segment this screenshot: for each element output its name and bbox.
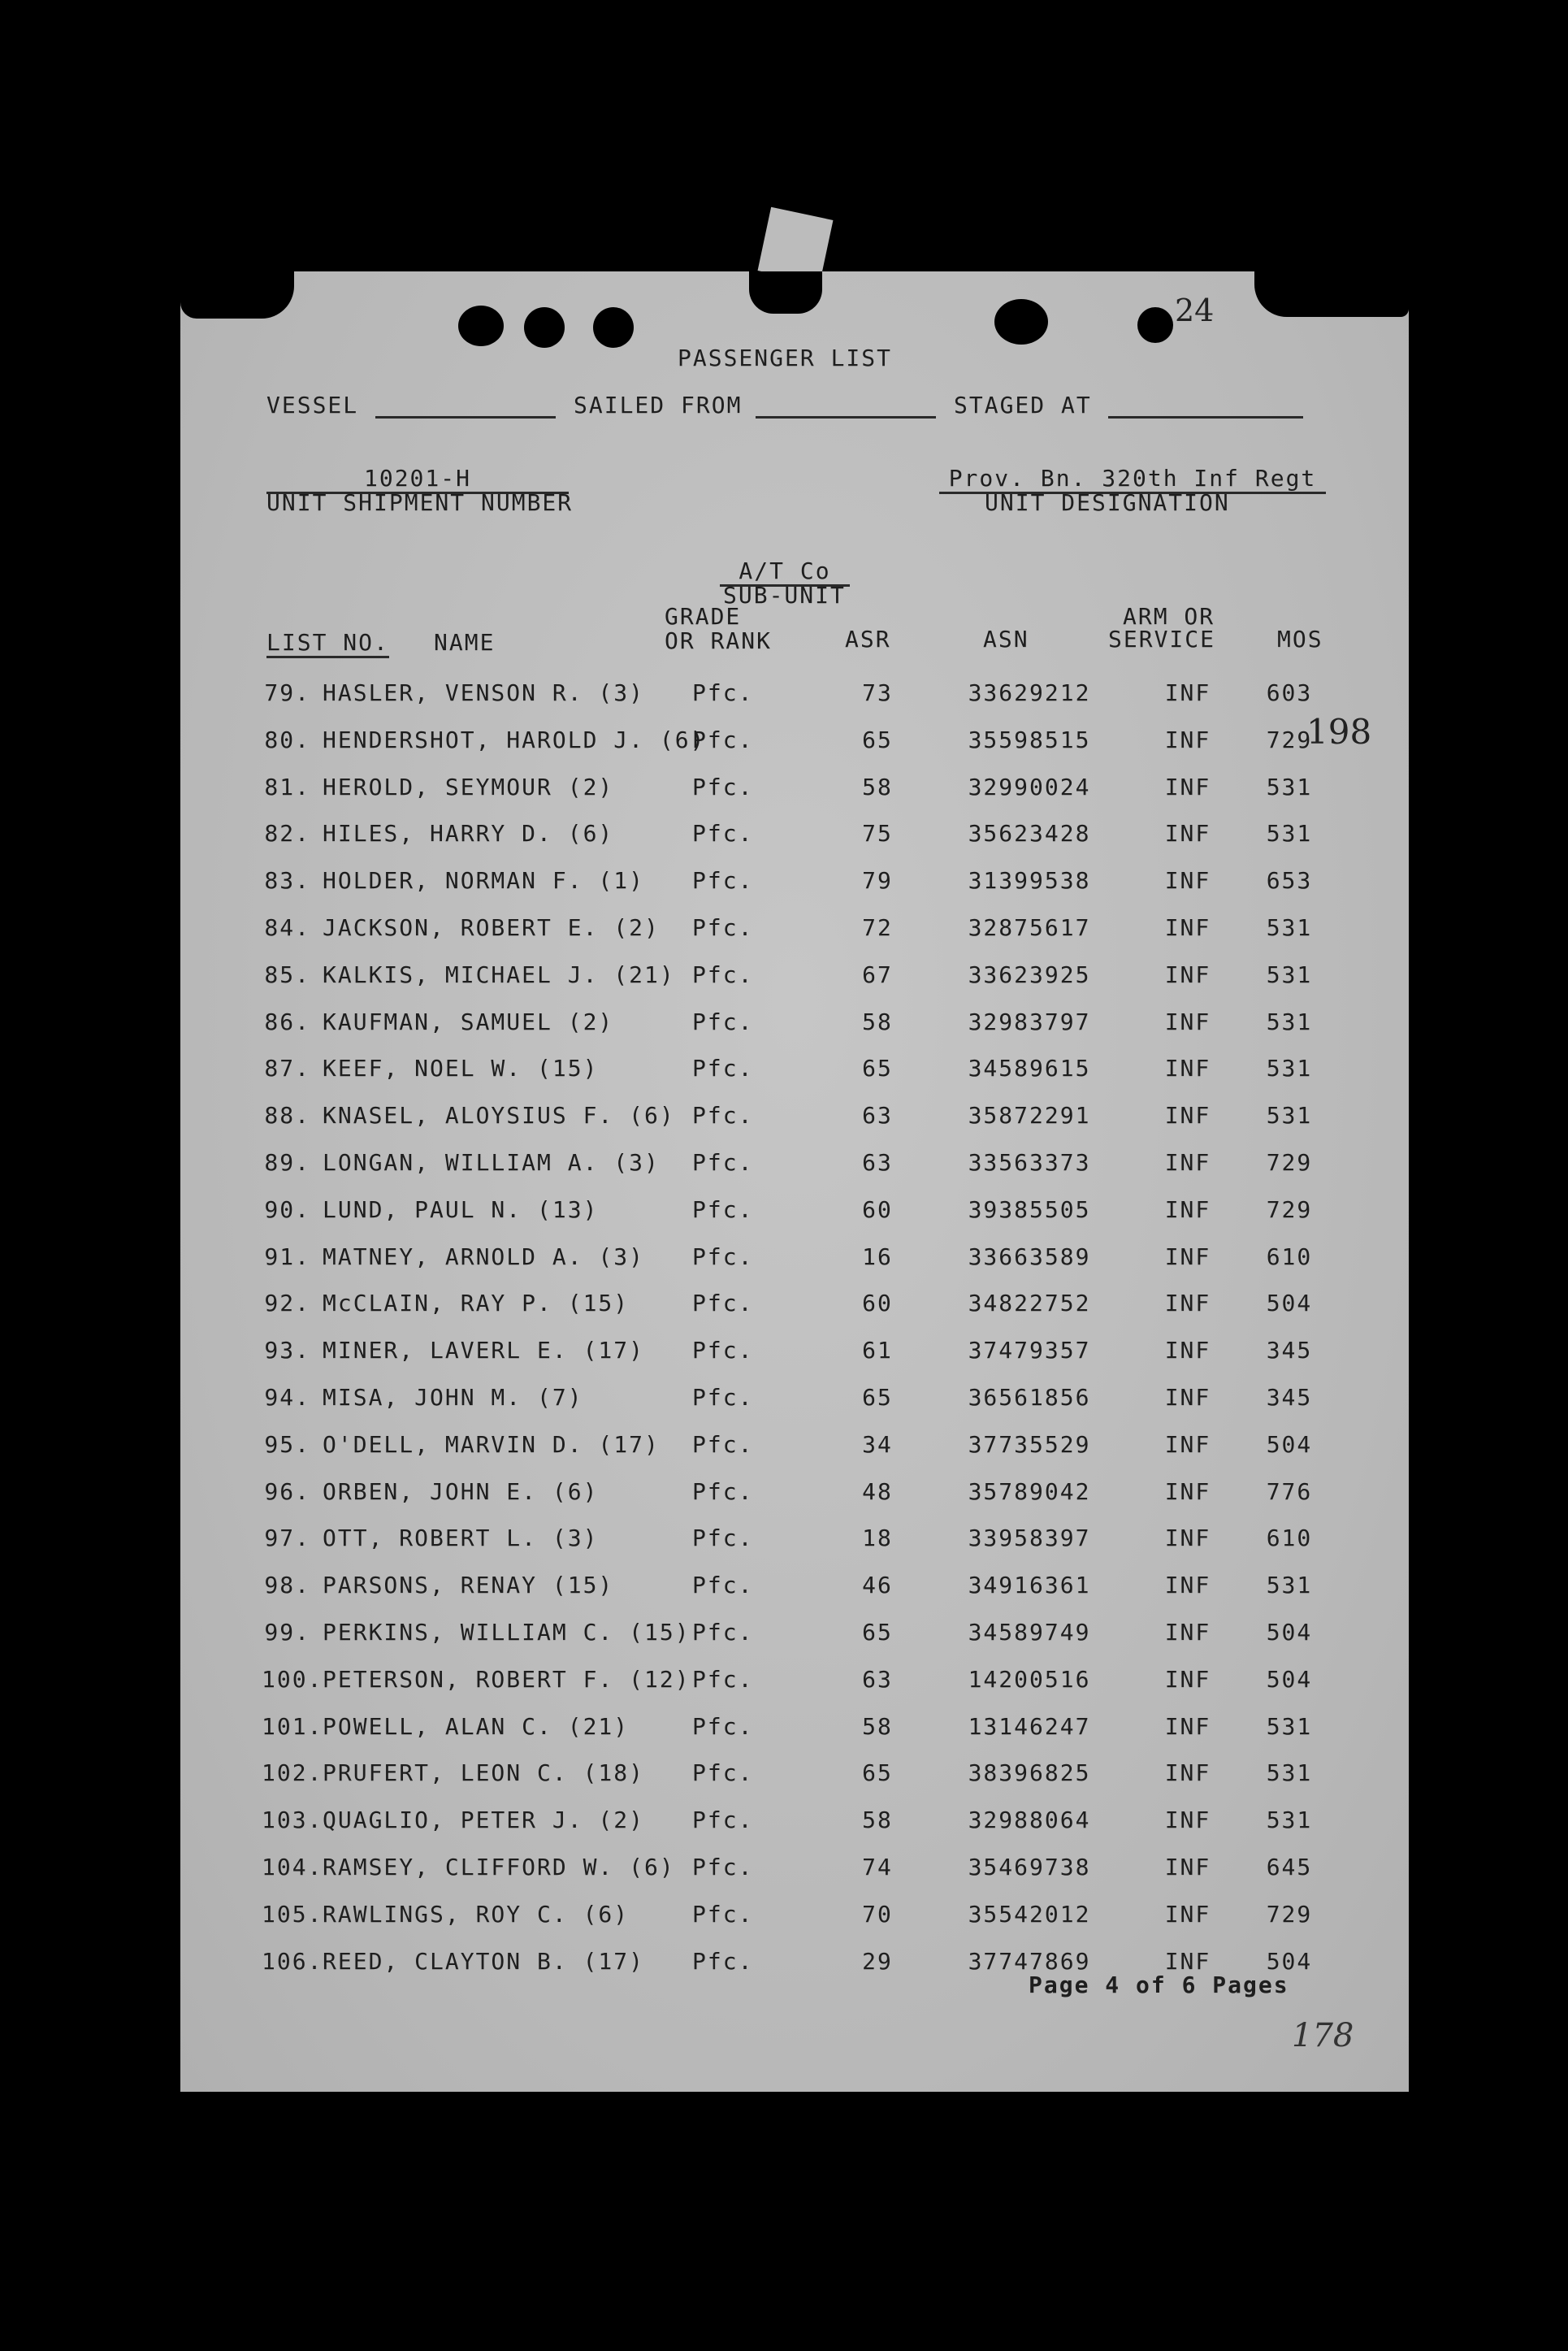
mos: 653 (1266, 867, 1313, 895)
service: INF (1164, 679, 1211, 706)
grade: Pfc. (692, 1243, 754, 1270)
asr: 67 (862, 961, 893, 988)
asr: 60 (862, 1195, 893, 1223)
mos: 531 (1266, 1572, 1313, 1599)
passenger-name: O'DELL, MARVIN D. (17) (323, 1430, 660, 1458)
asr: 48 (862, 1477, 893, 1505)
list-number: 83. (264, 867, 310, 895)
punch-hole (524, 307, 565, 348)
asr: 34 (862, 1430, 893, 1458)
punch-hole (593, 307, 634, 348)
table-row (180, 1854, 1409, 1894)
torn-edge-right (1254, 271, 1409, 317)
mos: 610 (1266, 1525, 1313, 1552)
asn: 35789042 (968, 1477, 1091, 1505)
asn: 32990024 (968, 773, 1091, 800)
service: INF (1164, 1290, 1211, 1317)
service: INF (1164, 1243, 1211, 1270)
staged-at-label: STAGED AT (954, 392, 1092, 419)
asr: 58 (862, 1712, 893, 1740)
list-number: 82. (264, 820, 310, 848)
list-number: 86. (264, 1008, 310, 1035)
service: INF (1164, 1900, 1211, 1928)
mos: 531 (1266, 1008, 1313, 1035)
list-number: 100. (262, 1665, 323, 1693)
mos: 729 (1266, 1149, 1313, 1176)
service: INF (1164, 1807, 1211, 1834)
vessel-label: VESSEL (266, 392, 359, 419)
list-number: 99. (264, 1619, 310, 1646)
service: INF (1164, 1384, 1211, 1411)
grade: Pfc. (692, 1619, 754, 1646)
asn: 37479357 (968, 1337, 1091, 1364)
asn: 31399538 (968, 867, 1091, 895)
passenger-name: KNASEL, ALOYSIUS F. (6) (323, 1102, 675, 1130)
mos: 531 (1266, 773, 1313, 800)
asn: 14200516 (968, 1665, 1091, 1693)
torn-edge-left (180, 271, 294, 319)
list-number: 95. (264, 1430, 310, 1458)
grade: Pfc. (692, 820, 754, 848)
table-row (180, 1243, 1409, 1284)
service: INF (1164, 1572, 1211, 1599)
grade: Pfc. (692, 1195, 754, 1223)
mos: 645 (1266, 1854, 1313, 1880)
asn: 35623428 (968, 820, 1091, 848)
punch-hole (1137, 307, 1173, 343)
grade: Pfc. (692, 1572, 754, 1599)
passenger-name: LONGAN, WILLIAM A. (3) (323, 1149, 660, 1176)
asn: 38396825 (968, 1759, 1091, 1787)
asn: 35542012 (968, 1900, 1091, 1928)
mos: 531 (1266, 820, 1313, 848)
service: INF (1164, 1195, 1211, 1223)
mos: 603 (1266, 679, 1313, 706)
list-number: 85. (264, 961, 310, 988)
service: INF (1164, 1712, 1211, 1740)
service: INF (1164, 867, 1211, 895)
table-row (180, 867, 1409, 908)
asn: 35872291 (968, 1102, 1091, 1130)
table-row (180, 961, 1409, 1002)
passenger-name: KALKIS, MICHAEL J. (21) (323, 961, 675, 988)
asr: 65 (862, 726, 893, 753)
mos: 345 (1266, 1337, 1313, 1364)
grade: Pfc. (692, 1807, 754, 1834)
mos: 504 (1266, 1947, 1313, 1975)
sub-unit-label: SUB-UNIT (723, 582, 846, 609)
list-number: 87. (264, 1055, 310, 1082)
mos: 504 (1266, 1665, 1313, 1693)
asn: 36561856 (968, 1384, 1091, 1411)
table-row (180, 1196, 1409, 1237)
passenger-name: KEEF, NOEL W. (15) (323, 1055, 599, 1082)
passenger-name: HEROLD, SEYMOUR (2) (323, 773, 614, 800)
mos: 531 (1266, 914, 1313, 941)
mos: 345 (1266, 1384, 1313, 1411)
passenger-name: HASLER, VENSON R. (3) (323, 679, 645, 706)
asn: 34589749 (968, 1619, 1091, 1646)
passenger-name: POWELL, ALAN C. (21) (323, 1712, 630, 1740)
grade: Pfc. (692, 679, 754, 706)
asr: 16 (862, 1243, 893, 1270)
passenger-name: RAMSEY, CLIFFORD W. (6) (323, 1854, 675, 1880)
grade: Pfc. (692, 1477, 754, 1505)
asr: 60 (862, 1290, 893, 1317)
sailed-from-label: SAILED FROM (574, 392, 743, 419)
list-number: 97. (264, 1525, 310, 1552)
service: INF (1164, 1149, 1211, 1176)
page-number-mark: 24 (1175, 293, 1215, 328)
list-number: 105. (262, 1900, 323, 1928)
asn: 33629212 (968, 679, 1091, 706)
list-number: 92. (264, 1290, 310, 1317)
grade: Pfc. (692, 1854, 754, 1880)
asn: 32983797 (968, 1008, 1091, 1035)
grade: Pfc. (692, 1384, 754, 1411)
mos: 776 (1266, 1477, 1313, 1505)
table-row (180, 1149, 1409, 1190)
service: INF (1164, 820, 1211, 848)
service: INF (1164, 1008, 1211, 1035)
mos: 531 (1266, 1102, 1313, 1130)
passenger-name: JACKSON, ROBERT E. (2) (323, 914, 660, 941)
list-number: 106. (262, 1947, 323, 1975)
vessel-field (375, 416, 556, 419)
handwritten-number: 178 (1292, 2017, 1354, 2054)
asr: 63 (862, 1102, 893, 1130)
torn-edge-mid (749, 271, 822, 314)
grade: Pfc. (692, 1900, 754, 1928)
grade: Pfc. (692, 961, 754, 988)
asr: 18 (862, 1525, 893, 1552)
list-number: 101. (262, 1712, 323, 1740)
mos: 531 (1266, 1712, 1313, 1740)
table-row (180, 914, 1409, 955)
grade: Pfc. (692, 1525, 754, 1552)
list-number: 84. (264, 914, 310, 941)
asr: 58 (862, 1008, 893, 1035)
asr: 46 (862, 1572, 893, 1599)
table-row (180, 727, 1409, 767)
list-number: 98. (264, 1572, 310, 1599)
service: INF (1164, 1665, 1211, 1693)
grade: Pfc. (692, 1665, 754, 1693)
service: INF (1164, 1337, 1211, 1364)
grade: Pfc. (692, 1102, 754, 1130)
mos: 504 (1266, 1290, 1313, 1317)
table-row (180, 1901, 1409, 1941)
service: INF (1164, 1055, 1211, 1082)
service: INF (1164, 1759, 1211, 1787)
passenger-name: PRUFERT, LEON C. (18) (323, 1759, 645, 1787)
table-row (180, 1619, 1409, 1659)
service: INF (1164, 1947, 1211, 1975)
col-mos: MOS (1277, 626, 1323, 653)
service: INF (1164, 1525, 1211, 1552)
sub-unit-value: A/T Co (720, 557, 850, 587)
mos: 531 (1266, 1759, 1313, 1787)
asr: 79 (862, 867, 893, 895)
asn: 34822752 (968, 1290, 1091, 1317)
passenger-name: MATNEY, ARNOLD A. (3) (323, 1243, 645, 1270)
mos: 729 (1266, 1195, 1313, 1223)
list-number: 102. (262, 1759, 323, 1787)
table-row (180, 1807, 1409, 1847)
asn: 33958397 (968, 1525, 1091, 1552)
col-list-no: LIST NO. (266, 629, 389, 658)
passenger-list-page (180, 271, 1409, 2092)
table-row (180, 774, 1409, 814)
mos: 531 (1266, 1055, 1313, 1082)
asn: 33623925 (968, 961, 1091, 988)
grade: Pfc. (692, 1430, 754, 1458)
grade: Pfc. (692, 1008, 754, 1035)
passenger-name: KAUFMAN, SAMUEL (2) (323, 1008, 614, 1035)
col-arm-bottom: SERVICE (1108, 626, 1216, 653)
mos: 729 (1266, 726, 1313, 753)
asr: 29 (862, 1947, 893, 1975)
table-row (180, 1431, 1409, 1472)
table-row (180, 1759, 1409, 1800)
sailed-from-field (756, 416, 936, 419)
table-row (180, 1290, 1409, 1330)
asn: 39385505 (968, 1195, 1091, 1223)
passenger-name: MISA, JOHN M. (7) (323, 1384, 583, 1411)
list-number: 103. (262, 1807, 323, 1834)
page-footer: Page 4 of 6 Pages (1029, 1971, 1289, 1998)
stamped-number: 198 (1306, 712, 1372, 752)
asr: 58 (862, 773, 893, 800)
passenger-name: HENDERSHOT, HAROLD J. (6) (323, 726, 706, 753)
table-row (180, 1055, 1409, 1095)
list-number: 91. (264, 1243, 310, 1270)
mos: 504 (1266, 1619, 1313, 1646)
table-row (180, 1713, 1409, 1754)
asr: 73 (862, 679, 893, 706)
unit-shipment-number-label: UNIT SHIPMENT NUMBER (266, 489, 574, 516)
asn: 34589615 (968, 1055, 1091, 1082)
list-number: 93. (264, 1337, 310, 1364)
col-asn: ASN (983, 626, 1029, 653)
col-name: NAME (434, 629, 496, 656)
asr: 61 (862, 1337, 893, 1364)
asr: 75 (862, 820, 893, 848)
list-number: 89. (264, 1149, 310, 1176)
mos: 504 (1266, 1430, 1313, 1458)
passenger-name: QUAGLIO, PETER J. (2) (323, 1807, 645, 1834)
passenger-name: HOLDER, NORMAN F. (1) (323, 867, 645, 895)
table-row (180, 679, 1409, 720)
table-row (180, 1666, 1409, 1707)
asn: 33663589 (968, 1243, 1091, 1270)
col-grade-bottom: OR RANK (665, 627, 773, 654)
passenger-name: LUND, PAUL N. (13) (323, 1195, 599, 1223)
mos: 531 (1266, 1807, 1313, 1834)
passenger-name: McCLAIN, RAY P. (15) (323, 1290, 630, 1317)
asn: 34916361 (968, 1572, 1091, 1599)
unit-designation-label: UNIT DESIGNATION (985, 489, 1230, 516)
grade: Pfc. (692, 1290, 754, 1317)
asr: 65 (862, 1384, 893, 1411)
asn: 13146247 (968, 1712, 1091, 1740)
asr: 72 (862, 914, 893, 941)
grade: Pfc. (692, 726, 754, 753)
table-row (180, 1009, 1409, 1049)
grade: Pfc. (692, 914, 754, 941)
grade: Pfc. (692, 1759, 754, 1787)
service: INF (1164, 726, 1211, 753)
passenger-name: MINER, LAVERL E. (17) (323, 1337, 645, 1364)
asn: 33563373 (968, 1149, 1091, 1176)
punch-hole (994, 299, 1048, 345)
asn: 35469738 (968, 1854, 1091, 1880)
document-title: PASSENGER LIST (678, 345, 893, 371)
asr: 63 (862, 1149, 893, 1176)
asn: 37747869 (968, 1947, 1091, 1975)
table-row (180, 820, 1409, 861)
service: INF (1164, 1854, 1211, 1880)
asn: 32875617 (968, 914, 1091, 941)
service: INF (1164, 914, 1211, 941)
mos: 531 (1266, 961, 1313, 988)
grade: Pfc. (692, 867, 754, 895)
list-number: 81. (264, 773, 310, 800)
staged-at-field (1108, 416, 1303, 419)
asr: 65 (862, 1759, 893, 1787)
asr: 74 (862, 1854, 893, 1880)
asr: 65 (862, 1619, 893, 1646)
table-row (180, 1478, 1409, 1519)
unit-shipment-number-value: 10201-H (266, 465, 569, 494)
service: INF (1164, 1102, 1211, 1130)
service: INF (1164, 961, 1211, 988)
service: INF (1164, 1430, 1211, 1458)
grade: Pfc. (692, 1149, 754, 1176)
service: INF (1164, 773, 1211, 800)
list-number: 90. (264, 1195, 310, 1223)
col-grade-top: GRADE (665, 603, 742, 630)
passenger-name: REED, CLAYTON B. (17) (323, 1947, 645, 1975)
col-asr: ASR (845, 626, 891, 653)
passenger-name: HILES, HARRY D. (6) (323, 820, 614, 848)
table-row (180, 1384, 1409, 1425)
service: INF (1164, 1477, 1211, 1505)
table-row (180, 1572, 1409, 1612)
list-number: 104. (262, 1854, 323, 1880)
asr: 63 (862, 1665, 893, 1693)
asn: 35598515 (968, 726, 1091, 753)
unit-designation-value: Prov. Bn. 320th Inf Regt (939, 465, 1326, 494)
grade: Pfc. (692, 1947, 754, 1975)
list-number: 80. (264, 726, 310, 753)
grade: Pfc. (692, 1055, 754, 1082)
asr: 58 (862, 1807, 893, 1834)
grade: Pfc. (692, 1337, 754, 1364)
asn: 32988064 (968, 1807, 1091, 1834)
service: INF (1164, 1619, 1211, 1646)
list-number: 79. (264, 679, 310, 706)
grade: Pfc. (692, 1712, 754, 1740)
list-number: 96. (264, 1477, 310, 1505)
asn: 37735529 (968, 1430, 1091, 1458)
punch-hole (458, 306, 504, 346)
asr: 65 (862, 1055, 893, 1082)
table-row (180, 1525, 1409, 1565)
mos: 610 (1266, 1243, 1313, 1270)
list-number: 94. (264, 1384, 310, 1411)
passenger-name: PARSONS, RENAY (15) (323, 1572, 614, 1599)
passenger-name: OTT, ROBERT L. (3) (323, 1525, 599, 1552)
table-row (180, 1337, 1409, 1377)
passenger-name: RAWLINGS, ROY C. (6) (323, 1900, 630, 1928)
passenger-name: PETERSON, ROBERT F. (12) (323, 1665, 691, 1693)
passenger-name: ORBEN, JOHN E. (6) (323, 1477, 599, 1505)
col-arm-top: ARM OR (1123, 603, 1215, 630)
passenger-name: PERKINS, WILLIAM C. (15) (323, 1619, 691, 1646)
grade: Pfc. (692, 773, 754, 800)
mos: 729 (1266, 1900, 1313, 1928)
table-row (180, 1102, 1409, 1143)
list-number: 88. (264, 1102, 310, 1130)
asr: 70 (862, 1900, 893, 1928)
